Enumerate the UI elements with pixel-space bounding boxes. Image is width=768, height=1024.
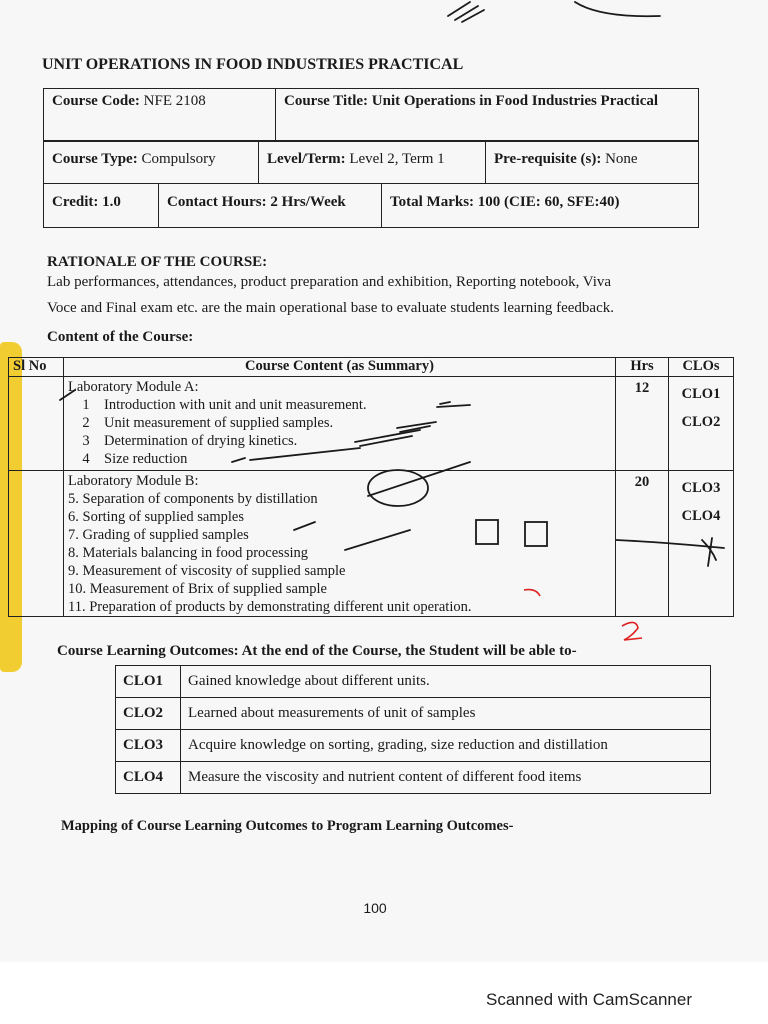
sl-no-header: Sl No: [9, 358, 64, 377]
list-item: 3 Determination of drying kinetics.: [82, 433, 298, 449]
module-a-title: Laboratory Module A:: [68, 379, 199, 395]
clos-header: CLOs: [669, 358, 734, 377]
camscanner-watermark: Scanned with CamScanner: [485, 990, 692, 1009]
module-b-content: [64, 471, 616, 617]
module-a-row: [9, 377, 734, 471]
module-a-sl: [9, 377, 64, 471]
list-item: 5. Separation of components by distillation: [68, 491, 318, 507]
list-item: 4 Size reduction: [82, 451, 188, 467]
list-item: 8. Materials balancing in food processing: [68, 545, 308, 561]
course-content-table: [8, 357, 734, 617]
module-a-content: [64, 377, 616, 471]
list-item: 2 Unit measurement of supplied samples.: [82, 415, 334, 431]
total-marks-cell: Total Marks: 100 (CIE: 60, SFE:40): [382, 184, 699, 228]
content-heading: Content of the Course:: [47, 329, 194, 345]
mapping-heading: Mapping of Course Learning Outcomes to Program Learning Outcomes-: [61, 818, 514, 834]
module-a-hrs: 12: [616, 377, 669, 471]
course-content-header: Course Content (as Summary): [64, 358, 616, 377]
module-b-clos: CLO3 CLO4: [669, 471, 734, 617]
credit-cell: Credit: 1.0: [44, 184, 159, 228]
clo-row: CLO3 Acquire knowledge on sorting, grading, size reduction and distillation: [116, 730, 711, 762]
course-type-cell: Course Type: Compulsory: [44, 142, 259, 184]
content-header-row: [9, 358, 734, 377]
module-b-list: [68, 490, 611, 616]
hrs-header: Hrs: [616, 358, 669, 377]
clo-row: CLO2 Learned about measurements of unit of samples: [116, 698, 711, 730]
module-b-sl: [9, 471, 64, 617]
list-item: 6. Sorting of supplied samples: [68, 509, 245, 525]
clo-heading: Course Learning Outcomes: At the end of the Course, the Student will be able to-: [57, 643, 577, 659]
clo-row: CLO1 Gained knowledge about different units.: [116, 666, 711, 698]
rationale-heading: RATIONALE OF THE COURSE:: [47, 254, 268, 270]
contact-hours-cell: Contact Hours: 2 Hrs/Week: [159, 184, 382, 228]
clo-row: CLO4 Measure the viscosity and nutrient content of different food items: [116, 762, 711, 794]
module-a-list: [68, 396, 611, 468]
list-item: 11. Preparation of products by demonstrating different unit operation.: [68, 599, 472, 615]
rationale-line-1: Lab performances, attendances, product preparation and exhibition, Reporting notebook, Viva: [47, 274, 612, 290]
prerequisite-cell: Pre-requisite (s): None: [486, 142, 699, 184]
rationale-line-2: Voce and Final exam etc. are the main operational base to evaluate students learning feedback.: [47, 300, 614, 316]
clo-table: [115, 665, 711, 794]
list-item: 10. Measurement of Brix of supplied sample: [68, 581, 327, 597]
module-a-clos: CLO1 CLO2: [669, 377, 734, 471]
document-title: UNIT OPERATIONS IN FOOD INDUSTRIES PRACTICAL: [42, 56, 464, 73]
list-item: 1 Introduction with unit and unit measurement.: [82, 397, 367, 413]
module-b-hrs: 20: [616, 471, 669, 617]
course-info-row-3: [43, 183, 699, 228]
page-number: 100: [363, 900, 387, 916]
module-b-title: Laboratory Module B:: [68, 473, 199, 489]
level-term-cell: Level/Term: Level 2, Term 1: [259, 142, 486, 184]
course-code-cell: Course Code: NFE 2108: [44, 89, 276, 141]
module-b-row: [9, 471, 734, 617]
course-title-cell: Course Title: Unit Operations in Food Industries Practical: [276, 89, 699, 141]
course-info-row-1: [43, 88, 699, 141]
list-item: 7. Grading of supplied samples: [68, 527, 249, 543]
list-item: 9. Measurement of viscosity of supplied sample: [68, 563, 346, 579]
course-info-row-2: [43, 141, 699, 184]
